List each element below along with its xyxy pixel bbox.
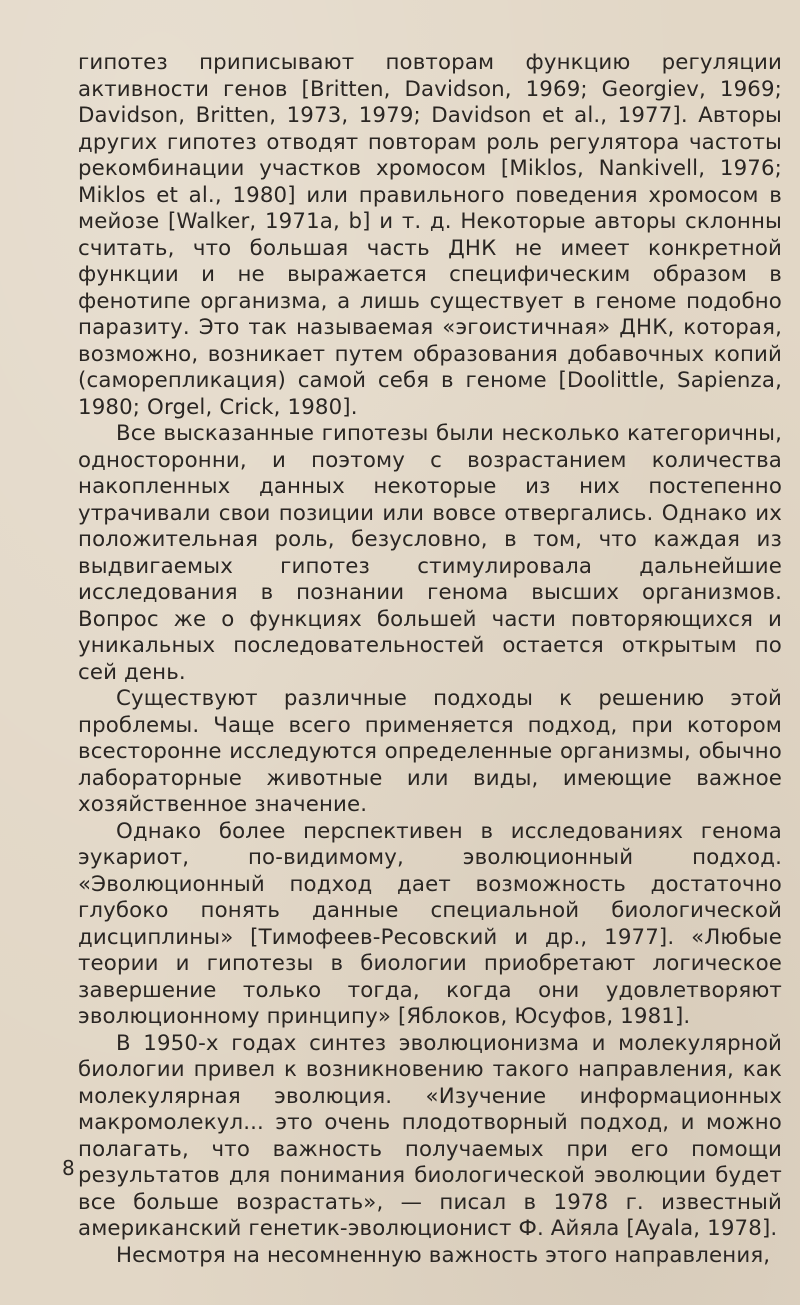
paragraph-continuation: гипотез приписывают повторам функцию регуляции активности генов [Britten, Davidson, 1969; Georgiev, 1969; Davidson, Britten, 1973, 1979; Davidson et al., 1977]. Авторы других гипотез отводят повторам роль регулятора частоты рекомбинации участков хромосом [Miklos, Nankivell, 1976; Miklos et al., 1980] или правильного поведения хромосом в мейозе [Walker, 1971a, b] и т. д. Некоторые авторы склонны считать, что большая часть ДНК не имеет конкретной функции и не выражается специфическим образом в фенотипе организма, а лишь существует в геноме подобно паразиту. Это так называемая «эгоистичная» ДНК, которая, возможно, возникает путем образования добавочных копий (саморепликация) самой себя в геноме [Doolittle, Sapienza, 1980; Orgel, Crick, 1980]. (78, 50, 782, 420)
paragraph-start: Несмотря на несомненную важность этого направления, (116, 1242, 771, 1268)
paragraph: Существуют различные подходы к решению этой проблемы. Чаще всего применяется подход, при котором всесторонне исследуются определенные организмы, обычно лабораторные животные или виды, имеющие важное хозяйственное значение. (78, 686, 782, 817)
paragraph: Все высказанные гипотезы были несколько категоричны, односторонни, и поэтому с возрастанием количества накопленных данных некоторые из них постепенно утрачивали свои позиции или вовсе отвергались. Однако их положительная роль, безусловно, в том, что каждая из выдвигаемых гипотез стимулировала дальнейшие исследования в познании генома высших организмов. Вопрос же о функциях большей части повторяющихся и уникальных последовательностей остается открытым по сей день. (78, 421, 782, 685)
page-number: 8 (62, 1156, 75, 1180)
paragraph: Однако более перспективен в исследованиях генома эукариот, по-видимому, эволюционный подход. «Эволюционный подход дает возможность достаточно глубоко понять данные специальной биологической дисциплины» [Тимофеев-Ресовский и др., 1977]. «Любые теории и гипотезы в биологии приобретают логическое завершение только тогда, когда они удовлетворяют эволюционному принципу» [Яблоков, Юсуфов, 1981]. (78, 818, 782, 1029)
body-text (78, 50, 782, 1269)
paragraph: В 1950-х годах синтез эволюционизма и молекулярной биологии привел к возникновению такого направления, как молекулярная эволюция. «Изучение информационных макромолекул... это очень плодотворный подход, и можно полагать, что важность получаемых при его помощи результатов для понимания биологической эволюции будет все больше возрастать», — писал в 1978 г. известный американский генетик-эволюционист Ф. Айяла [Ayala, 1978]. (78, 1030, 782, 1241)
